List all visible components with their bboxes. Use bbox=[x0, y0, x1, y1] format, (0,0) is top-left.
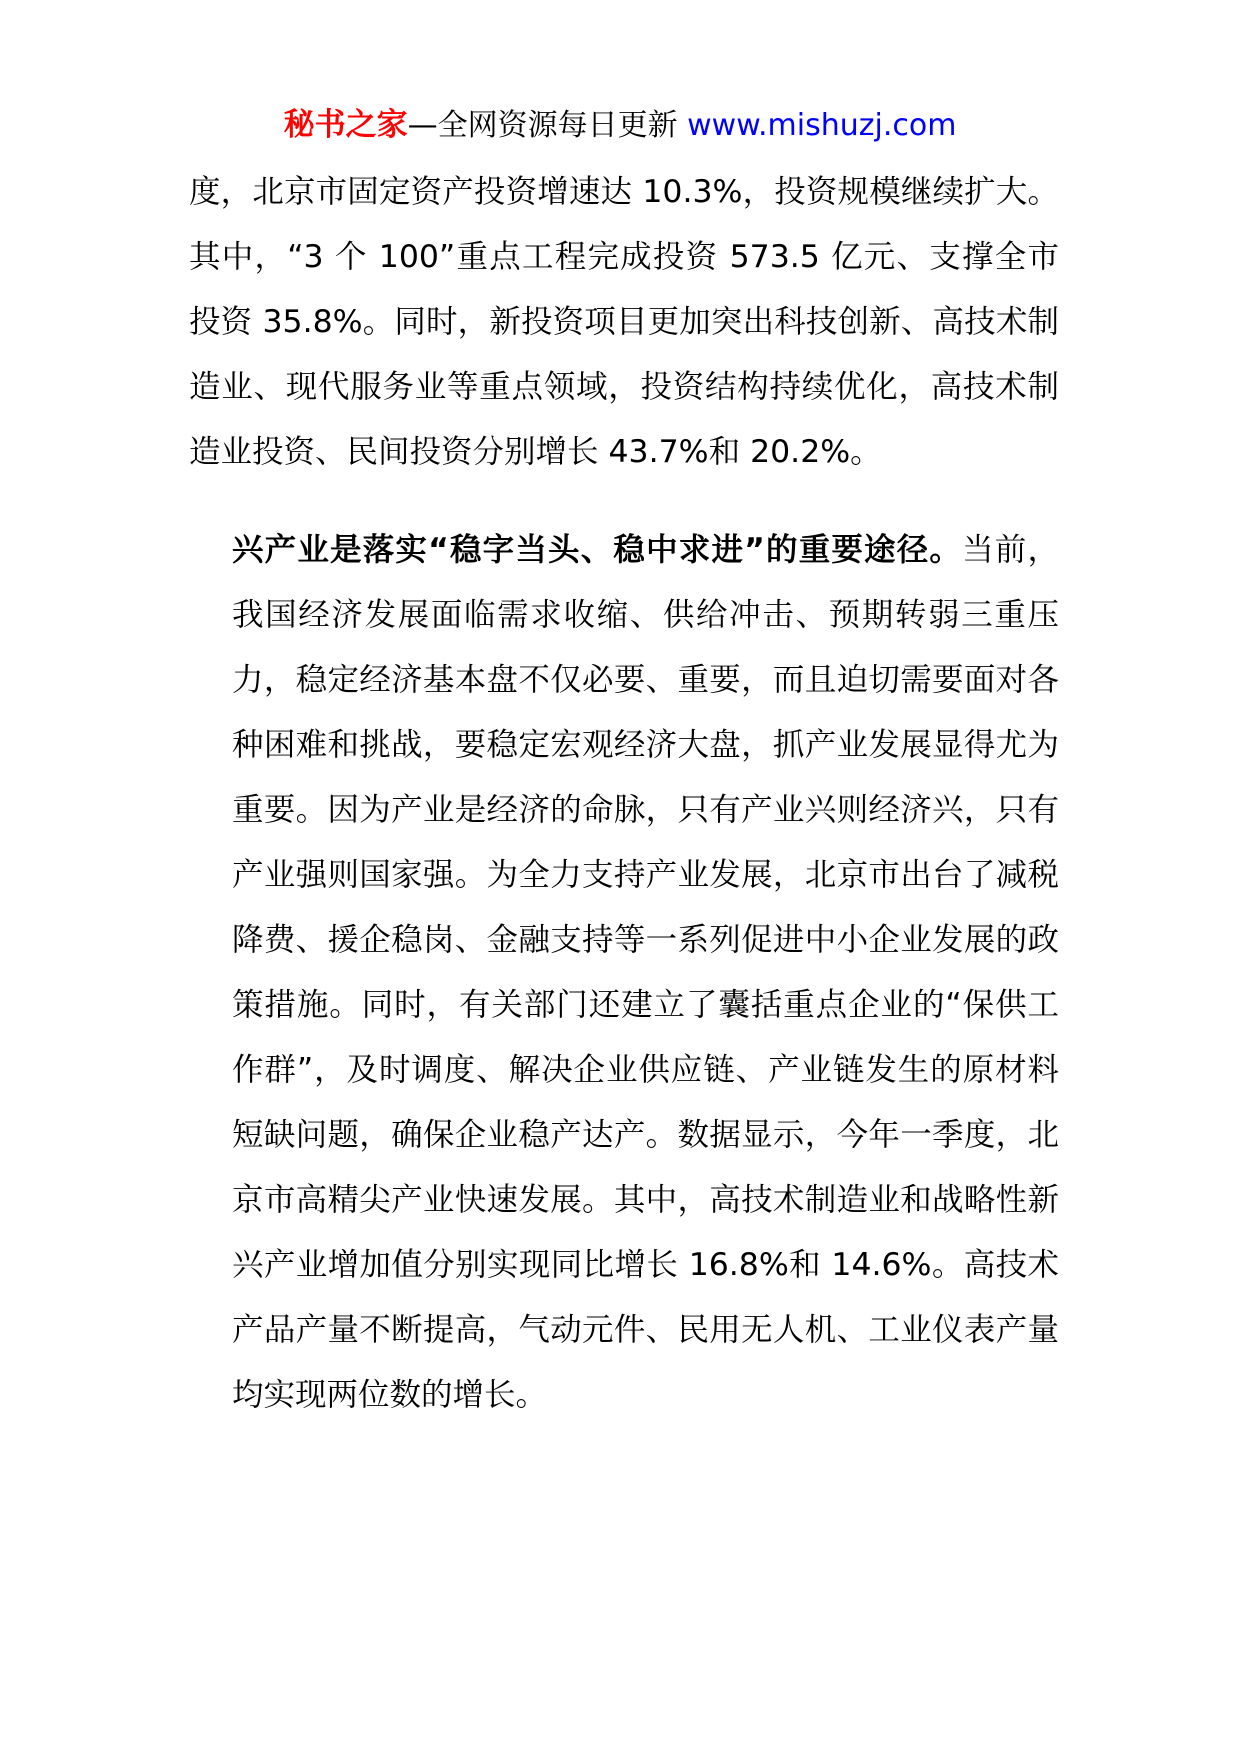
paragraph-text: 当前，我国经济发展面临需求收缩、供给冲击、预期转弱三重压力，稳定经济基本盘不仅必要、重要，而且迫切需要面对各种困难和挑战，要稳定宏观经济大盘，抓产业发展显得尤为重要。因为产业是经济的命脉，只有产业兴则经济兴，只有产业强则国家强。为全力支持产业发展，北京市出台了减税降费、援企稳岗、金融支持等一系列促进中小企业发展的政策措施。同时，有关部门还建立了囊括重点企业的“保供工作群”，及时调度、解决企业供应链、产业链发生的原材料短缺问题，确保企业稳产达产。数据显示，今年一季度，北京市高精尖产业快速发展。其中，高技术制造业和战略性新兴产业增加值分别实现同比增长 16.8%和 14.6%。高技术产品产量不断提高，气动元件、民用无人机、工业仪表产量均实现两位数的增长。 bbox=[232, 532, 1059, 1413]
site-url-link[interactable]: www.mishuzj.com bbox=[687, 108, 957, 143]
document-body bbox=[189, 160, 1059, 1428]
paragraph-investment bbox=[189, 160, 1059, 485]
header-tagline: —全网资源每日更新 bbox=[407, 108, 688, 143]
paragraph-industry bbox=[189, 518, 1059, 1428]
brand-name: 秘书之家 bbox=[283, 107, 408, 143]
site-header bbox=[0, 103, 1240, 148]
paragraph-lead-heading: 兴产业是落实“稳字当头、稳中求进”的重要途径。 bbox=[232, 532, 963, 568]
paragraph-text: 度，北京市固定资产投资增速达 10.3%，投资规模继续扩大。其中，“3 个 100”重点工程完成投资 573.5 亿元、支撑全市投资 35.8%。同时，新投资项目更加突出科技创新、高技术制造业、现代服务业等重点领域，投资结构持续优化，高技术制造业投资、民间投资分别增长 43.7%和 20.2%。 bbox=[189, 174, 1059, 470]
